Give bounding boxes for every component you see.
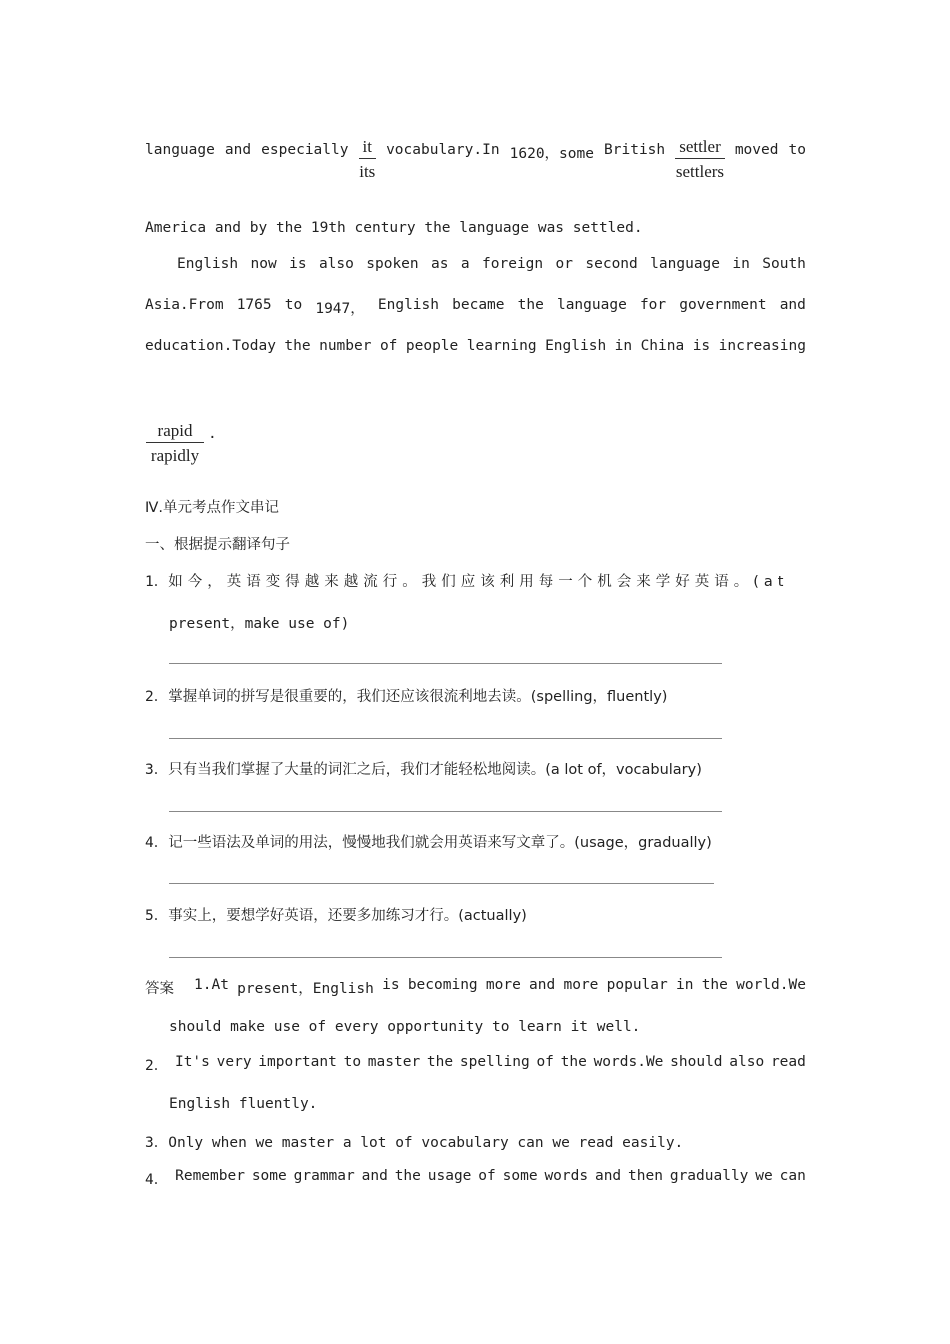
fill-blank-1 — [359, 136, 376, 185]
word: gradually — [669, 1168, 749, 1184]
sentence-end: . — [208, 426, 217, 442]
word: 1.At — [194, 977, 229, 993]
word: government — [679, 297, 767, 313]
word: to — [788, 142, 806, 158]
fill-blank-3 — [146, 420, 204, 469]
word: important — [258, 1054, 337, 1070]
passage-para2-line-3 — [145, 338, 806, 354]
answer-line — [169, 738, 722, 739]
word: can — [779, 1168, 806, 1184]
word: popular — [606, 977, 668, 993]
word: China — [640, 338, 685, 354]
word: the — [284, 338, 311, 354]
word: and — [779, 297, 806, 313]
question-number: 3． — [145, 762, 169, 778]
question-text: 记一些语法及单词的用法，慢慢地我们就会用英语来写文章了。(usage，gradually) — [168, 835, 712, 851]
word: of — [536, 1054, 554, 1070]
question-1-hint: present，make use of) — [169, 616, 350, 632]
word: South — [762, 256, 806, 272]
question-text: 只有当我们掌握了大量的词汇之后，我们才能轻松地阅读。(a lot of，vocabulary) — [168, 762, 702, 778]
word: read — [770, 1054, 806, 1070]
word: the — [426, 1054, 454, 1070]
blank-given-word: rapid — [146, 420, 204, 443]
word: 2． — [145, 1058, 169, 1074]
word: grammar — [293, 1168, 355, 1184]
answer-1-row — [145, 977, 806, 998]
blank-answer: rapidly — [150, 446, 200, 465]
word: of — [379, 338, 398, 354]
word: now — [250, 256, 277, 272]
word: a — [460, 256, 470, 272]
word: 1765 — [236, 297, 272, 313]
blank-answer: its — [359, 162, 376, 181]
word: became — [452, 297, 505, 313]
blank-given-word: settler — [675, 136, 725, 159]
word: especially — [261, 142, 349, 158]
word: in — [732, 256, 750, 272]
word: and — [224, 142, 252, 158]
answer-3: 3．Only when we master a lot of vocabulary can we read easily. — [145, 1135, 684, 1151]
word: English — [377, 297, 439, 313]
word: the — [517, 297, 544, 313]
question-number: 5． — [145, 908, 169, 924]
word: we — [755, 1168, 773, 1184]
word: language — [650, 256, 721, 272]
word: should — [670, 1054, 723, 1070]
word: usage — [427, 1168, 472, 1184]
word: the — [394, 1168, 421, 1184]
word: It's — [174, 1054, 210, 1070]
answer-line — [169, 883, 714, 884]
word: spelling — [459, 1054, 530, 1070]
passage-line-2: America and by the 19th century the language was settled. — [145, 220, 643, 236]
word: English — [545, 338, 607, 354]
question-number: 1． — [145, 574, 169, 590]
word: language — [556, 297, 627, 313]
question-number: 4． — [145, 835, 169, 851]
word: becoming — [407, 977, 478, 993]
question-1 — [145, 570, 806, 591]
word: is — [692, 338, 711, 354]
sub-heading: 一、根据提示翻译句子 — [145, 537, 290, 553]
word: vocabulary.In — [386, 142, 500, 158]
question-2 — [145, 685, 806, 706]
word: and — [361, 1168, 388, 1184]
word: master — [367, 1054, 421, 1070]
answer-2-line-2: English fluently. — [169, 1096, 318, 1112]
word: some — [502, 1168, 538, 1184]
word: to — [343, 1054, 362, 1070]
section-heading: Ⅳ.单元考点作文串记 — [145, 500, 279, 516]
word: 1947， — [315, 301, 365, 317]
word: in — [614, 338, 633, 354]
passage-para2-line-2 — [145, 297, 806, 318]
answer-label: 答案 — [145, 981, 174, 997]
word: foreign — [482, 256, 544, 272]
word: also — [318, 256, 354, 272]
answer-2-line-1 — [145, 1054, 806, 1075]
word: spoken — [366, 256, 419, 272]
word: more — [563, 977, 599, 993]
fill-blank-2 — [675, 136, 725, 185]
fill-blank-3-row — [146, 420, 807, 469]
word: Remember — [175, 1168, 245, 1184]
word: education.Today — [145, 338, 276, 354]
question-text: 掌握单词的拼写是很重要的，我们还应该很流利地去读。(spelling，fluently) — [168, 689, 668, 705]
word: moved — [734, 142, 779, 158]
word: very — [216, 1054, 252, 1070]
word: and — [529, 977, 556, 993]
word: words — [544, 1168, 589, 1184]
answer-1-line-2: should make use of every opportunity to learn it well. — [169, 1019, 641, 1035]
word: for — [639, 297, 667, 313]
word: as — [431, 256, 449, 272]
word: 4． — [145, 1172, 169, 1188]
word: also — [729, 1054, 765, 1070]
answer-line — [169, 811, 722, 812]
question-number: 2． — [145, 689, 169, 705]
word: present，English — [237, 981, 374, 997]
word: words.We — [593, 1054, 664, 1070]
question-text: 如今，英语变得越来越流行。我们应该利用每一个机会来学好英语。(at — [168, 574, 789, 590]
word: or — [555, 256, 573, 272]
question-4 — [145, 831, 806, 852]
word: is — [289, 256, 307, 272]
word: some — [251, 1168, 287, 1184]
passage-line-1 — [145, 137, 806, 185]
word: number — [319, 338, 372, 354]
word: the — [560, 1054, 587, 1070]
word: 1620，some — [509, 146, 594, 162]
word: British — [604, 142, 666, 158]
word: English — [177, 256, 239, 272]
word: learning — [466, 338, 537, 354]
word: then — [628, 1168, 663, 1184]
answer-line — [169, 957, 722, 958]
word: increasing — [718, 338, 806, 354]
blank-given-word: it — [359, 136, 376, 159]
word: is — [382, 977, 400, 993]
answer-line — [169, 663, 722, 664]
word: to — [284, 297, 303, 313]
word: the — [701, 977, 728, 993]
word: and — [594, 1168, 622, 1184]
answer-1-line-1 — [194, 977, 806, 998]
word: language — [145, 142, 215, 158]
answer-4-line-1 — [145, 1168, 806, 1189]
word: second — [585, 256, 638, 272]
question-5 — [145, 904, 806, 925]
question-3 — [145, 758, 806, 779]
word: Asia.From — [145, 297, 224, 313]
word: world.We — [736, 977, 806, 993]
question-text: 事实上，要想学好英语，还要多加练习才行。(actually) — [168, 908, 527, 924]
word: in — [675, 977, 694, 993]
word: of — [478, 1168, 496, 1184]
word: more — [485, 977, 521, 993]
word: people — [405, 338, 459, 354]
blank-answer: settlers — [675, 162, 725, 181]
passage-para2-line-1 — [177, 256, 806, 272]
